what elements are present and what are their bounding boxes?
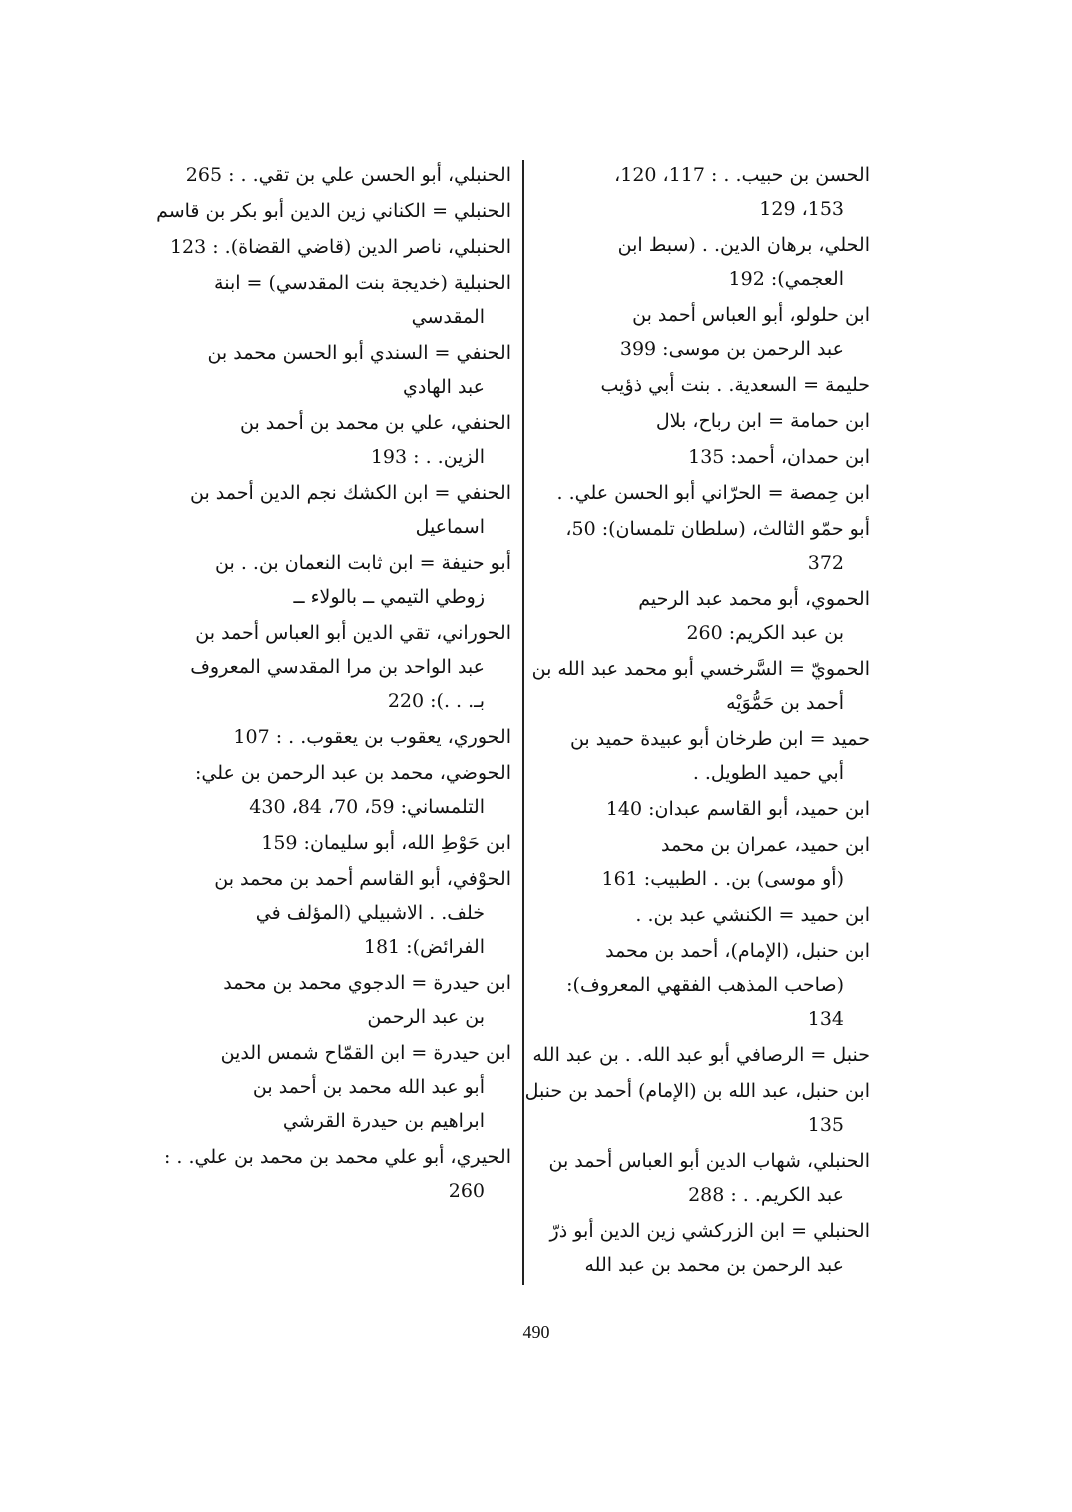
index-entry <box>538 228 870 296</box>
index-entry <box>178 336 511 404</box>
entry-continuation-line: ابراهيم بن حيدرة القرشي <box>282 1110 485 1132</box>
entry-heading-line: حنبل = الرصافي أبو عبد الله. . بن عبد الله <box>532 1044 870 1066</box>
page-number: 490 <box>522 1322 550 1342</box>
entry-continuation-line: بن عبد الرحمن <box>367 1006 485 1028</box>
entry-heading-line: حليمة = السعدية. . بنت أبي ذؤيب <box>600 374 870 396</box>
entry-heading-line: ابن حمدان، أحمد: 135 <box>688 446 870 468</box>
entry-heading-line: ابن حميد، عمران بن محمد <box>661 834 870 856</box>
entry-continuation-line: بـ. . .): 220 <box>387 690 485 712</box>
entry-heading-line: ابن حيدرة = الدجوي محمد بن محمد <box>223 972 511 994</box>
entry-heading-line: ابن حِمصة = الحرّاني أبو الحسن علي. . <box>556 482 870 504</box>
entry-continuation-line: المقدسي <box>411 306 485 328</box>
entry-continuation-line: زوطي التيمي ــ بالولاء ــ <box>293 586 485 608</box>
index-entry <box>538 368 870 402</box>
entry-continuation-line: أبي حميد الطويل. . <box>692 762 844 784</box>
entry-heading-line: ابن حَوْطِ الله، أبو سليمان: 159 <box>261 832 511 854</box>
index-entry <box>538 298 870 366</box>
index-entry <box>538 898 870 932</box>
entry-heading-line: الحمويّ = السَّرخسي أبو محمد عبد الله بن <box>531 658 870 680</box>
entry-heading-line: الحنبلي = ابن الزركشي زين الدين أبو ذرّ <box>549 1220 870 1242</box>
index-entry <box>538 404 870 438</box>
entry-continuation-line: 135 <box>807 1114 844 1136</box>
index-entry <box>178 826 511 860</box>
entry-continuation-line: 153، 129 <box>759 198 844 220</box>
entry-heading-line: الحنفي = ابن الكشك نجم الدين أحمد بن <box>190 482 511 504</box>
index-entry <box>538 934 870 1036</box>
entry-continuation-line: الزين. . : 193 <box>370 446 485 468</box>
entry-continuation-line: (صاحب المذهب الفقهي المعروف): <box>566 974 844 996</box>
entry-heading-line: ابن حنبل، عبد الله بن (الإمام) أحمد بن حنبل <box>524 1080 870 1102</box>
entry-continuation-line: الفرائض): 181 <box>363 936 485 958</box>
entry-heading-line: الحموي، أبو محمد عبد الرحيم <box>638 588 870 610</box>
index-entry <box>538 1214 870 1282</box>
entry-continuation-line: خلف. . الاشبيلي (المؤلف في <box>255 902 485 924</box>
entry-heading-line: ابن حلولو، أبو العباس أحمد بن <box>632 304 870 326</box>
index-entry <box>538 792 870 826</box>
entry-continuation-line: (أو موسى) بن. . الطبيب: 161 <box>601 868 844 890</box>
entry-continuation-line: عبد الكريم. . : 288 <box>688 1184 844 1206</box>
index-entry <box>538 476 870 510</box>
index-entry <box>178 756 511 824</box>
entry-continuation-line: عبد الرحمن بن محمد بن عبد الله <box>584 1254 844 1276</box>
index-entry <box>538 828 870 896</box>
entry-heading-line: الحنبلي، شهاب الدين أبو العباس أحمد بن <box>548 1150 870 1172</box>
entry-heading-line: ابن حنبل، (الإمام)، أحمد بن محمد <box>605 940 870 962</box>
index-entry <box>178 862 511 964</box>
entry-heading-line: أبو حمّو الثالث، (سلطان تلمسان): 50، <box>565 518 870 540</box>
index-entry <box>538 722 870 790</box>
entry-continuation-line: عبد الرحمن بن موسى: 399 <box>619 338 844 360</box>
entry-continuation-line: العجمي): 192 <box>728 268 844 290</box>
entry-heading-line: ابن حميد، أبو القاسم عبدان: 140 <box>605 798 870 820</box>
entry-heading-line: ابن حمامة = ابن رباح، بلال <box>655 410 870 432</box>
index-column-left <box>156 158 511 1210</box>
entry-heading-line: أبو حنيفة = ابن ثابت النعمان بن. . بن <box>215 552 511 574</box>
entry-continuation-line: 372 <box>807 552 844 574</box>
index-entry <box>178 720 511 754</box>
entry-heading-line: الحسن بن حبيب. . : 117، 120، <box>614 164 870 186</box>
entry-heading-line: الحنبلي، أبو الحسن علي بن تقي. . : 265 <box>185 164 511 186</box>
entry-heading-line: الحوضي، محمد بن عبد الرحمن بن علي: <box>194 762 511 784</box>
entry-heading-line: الحوْفي، أبو القاسم أحمد بن محمد بن <box>214 868 511 890</box>
entry-heading-line: الحلي، برهان الدين. . (سبط ابن <box>617 234 870 256</box>
entry-heading-line: الحنبلية (خديجة بنت المقدسي) = ابنة <box>214 272 511 294</box>
index-entry <box>538 582 870 650</box>
entry-heading-line: الحوراني، تقي الدين أبو العباس أحمد بن <box>195 622 511 644</box>
entry-continuation-line: 260 <box>448 1180 485 1202</box>
entry-heading-line: الحنبلي = الكناني زين الدين أبو بكر بن قاسم <box>156 200 511 222</box>
entry-heading-line: الحيري، أبو علي محمد بن محمد بن علي. . : <box>163 1146 511 1168</box>
index-entry <box>532 1038 870 1072</box>
index-entry <box>178 266 511 334</box>
index-entry <box>178 406 511 474</box>
entry-continuation-line: عبد الواحد بن مرا المقدسي المعروف <box>190 656 485 678</box>
entry-heading-line: ابن حميد = الكنشي عبد بن. . <box>635 904 870 926</box>
entry-heading-line: الحوري، يعقوب بن يعقوب. . : 107 <box>233 726 511 748</box>
entry-heading-line: الحنفي = السندي أبو الحسن محمد بن <box>207 342 511 364</box>
index-entry <box>178 1036 511 1138</box>
entry-continuation-line: عبد الهادي <box>402 376 485 398</box>
entry-heading-line: الحنفي، علي بن محمد بن أحمد بن <box>240 412 511 434</box>
column-divider <box>522 160 524 1285</box>
entry-heading-line: ابن حيدرة = ابن القمّاح شمس الدين <box>220 1042 511 1064</box>
entry-continuation-line: أحمد بن حَمُّوَيْه <box>726 692 844 714</box>
index-entry <box>178 616 511 718</box>
entry-continuation-line: التلمساني: 59، 70، 84، 430 <box>249 796 485 818</box>
index-entry <box>163 1140 511 1208</box>
entry-continuation-line: بن عبد الكريم: 260 <box>686 622 844 644</box>
index-entry <box>178 476 511 544</box>
index-entry <box>538 512 870 580</box>
index-entry <box>524 1074 870 1142</box>
index-entry <box>178 546 511 614</box>
index-column-right <box>524 158 870 1284</box>
index-entry <box>538 440 870 474</box>
entry-continuation-line: 134 <box>807 1008 844 1030</box>
index-entry <box>178 966 511 1034</box>
entry-continuation-line: اسماعيل <box>415 516 485 538</box>
entry-continuation-line: أبو عبد الله محمد بن أحمد بن <box>252 1076 485 1098</box>
index-entry <box>531 652 870 720</box>
index-entry <box>178 158 511 192</box>
index-entry <box>156 194 511 228</box>
entry-heading-line: الحنبلي، ناصر الدين (قاضي القضاة). : 123 <box>169 236 511 258</box>
index-entry <box>538 1144 870 1212</box>
entry-heading-line: حميد = ابن طرخان أبو عبيدة حميد بن <box>569 728 870 750</box>
index-entry <box>169 230 511 264</box>
index-entry <box>538 158 870 226</box>
